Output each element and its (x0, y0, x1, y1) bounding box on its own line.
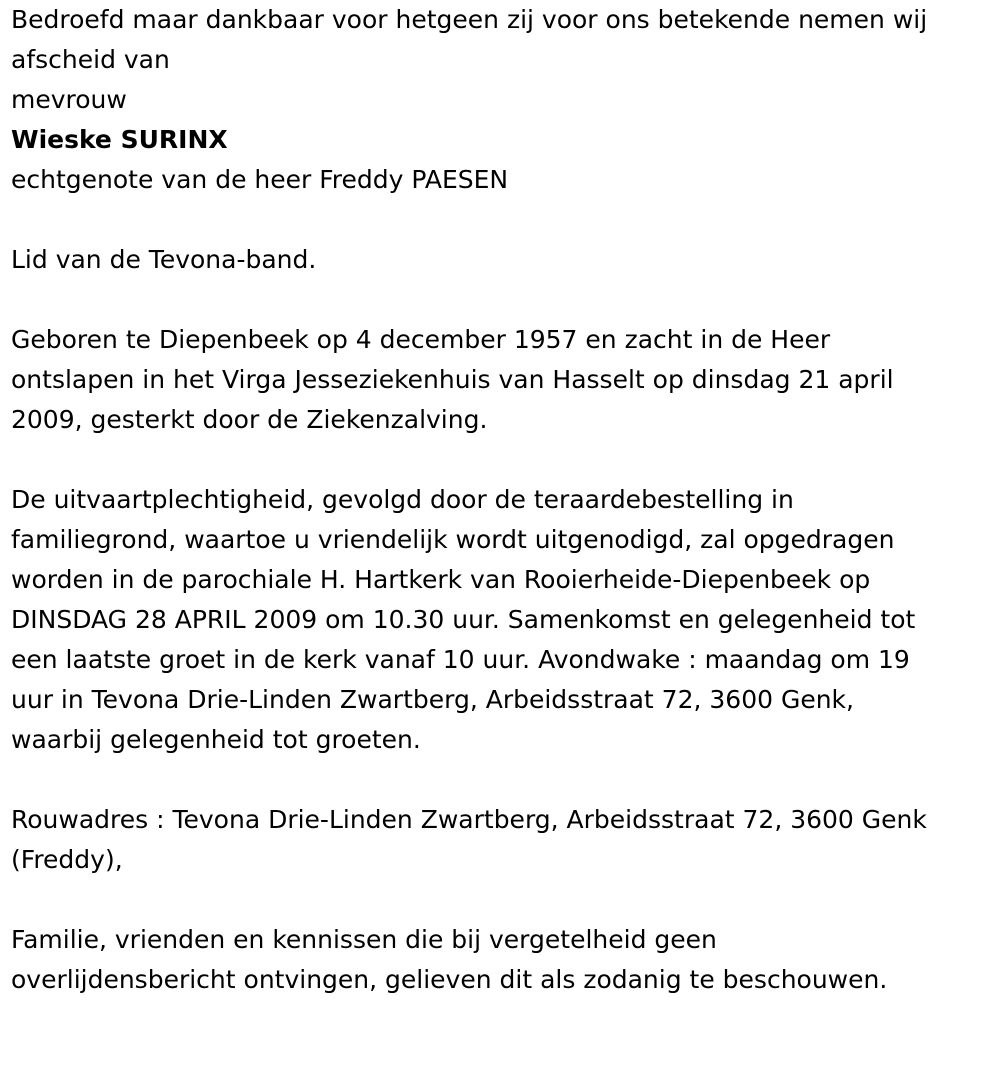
text-line: uur in Tevona Drie-Linden Zwartberg, Arbeidsstraat 72, 3600 Genk, (11, 685, 854, 714)
death-notice (11, 0, 991, 1000)
text-line: Geboren te Diepenbeek op 4 december 1957 en zacht in de Heer (11, 325, 831, 354)
text-line: een laatste groet in de kerk vanaf 10 uur. Avondwake : maandag om 19 (11, 645, 910, 674)
birth-death-paragraph (11, 320, 991, 440)
text-line: DINSDAG 28 APRIL 2009 om 10.30 uur. Samenkomst en gelegenheid tot (11, 605, 916, 634)
deceased-name: Wieske SURINX (11, 125, 228, 154)
closing-paragraph (11, 920, 991, 1000)
deceased-title: mevrouw (11, 85, 127, 114)
spouse-line: echtgenote van de heer Freddy PAESEN (11, 165, 509, 194)
text-line: Bedroefd maar dankbaar voor hetgeen zij voor ons betekende nemen wij (11, 5, 928, 34)
text-line: Rouwadres : Tevona Drie-Linden Zwartberg, Arbeidsstraat 72, 3600 Genk (11, 805, 927, 834)
text-line: De uitvaartplechtigheid, gevolgd door de teraardebestelling in (11, 485, 794, 514)
intro-paragraph (11, 0, 991, 80)
text-line: 2009, gesterkt door de Ziekenzalving. (11, 405, 488, 434)
text-line: Familie, vrienden en kennissen die bij vergetelheid geen (11, 925, 717, 954)
address-paragraph (11, 800, 991, 880)
text-line: worden in de parochiale H. Hartkerk van Rooierheide-Diepenbeek op (11, 565, 871, 594)
text-line: overlijdensbericht ontvingen, gelieven dit als zodanig te beschouwen. (11, 965, 888, 994)
funeral-paragraph (11, 480, 991, 760)
text-line: (Freddy), (11, 845, 123, 874)
text-line: familiegrond, waartoe u vriendelijk wordt uitgenodigd, zal opgedragen (11, 525, 895, 554)
text-line: ontslapen in het Virga Jesseziekenhuis van Hasselt op dinsdag 21 april (11, 365, 894, 394)
text-line: afscheid van (11, 45, 170, 74)
membership-paragraph: Lid van de Tevona-band. (11, 245, 317, 274)
text-line: waarbij gelegenheid tot groeten. (11, 725, 421, 754)
